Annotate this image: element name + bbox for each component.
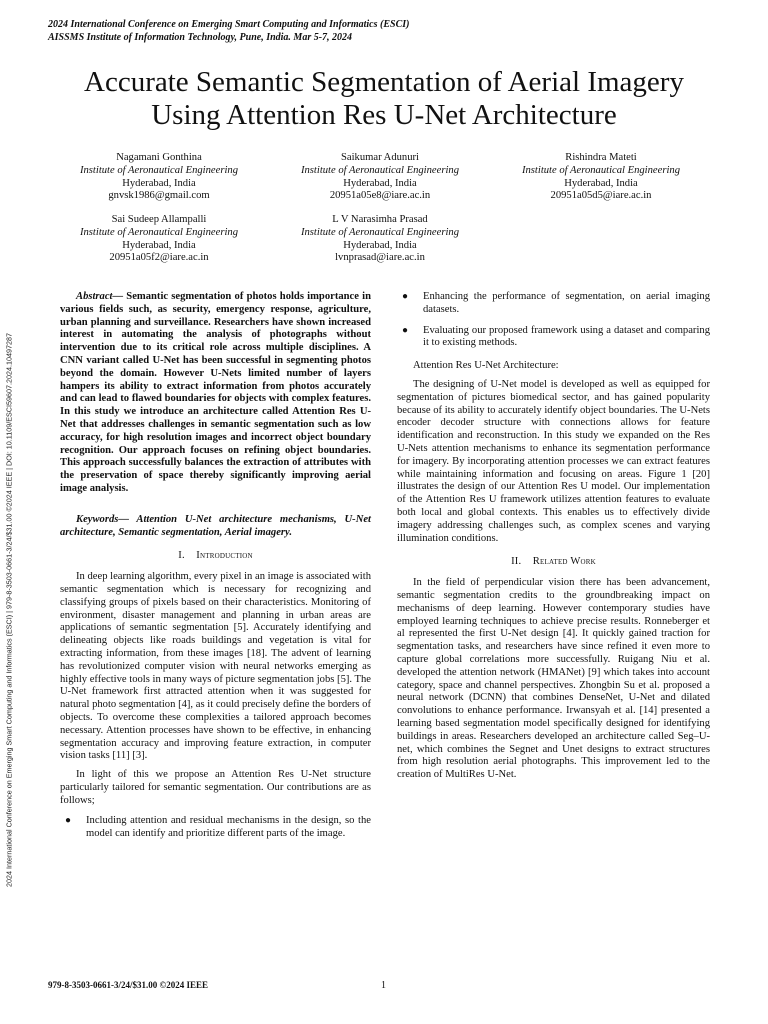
author-email: 20951a05d5@iare.ac.in <box>550 190 652 202</box>
keywords-label: Keywords— <box>76 513 129 525</box>
author-location: Hyderabad, India <box>122 239 196 251</box>
footer-isbn: 979-8-3503-0661-3/24/$31.00 ©2024 IEEE <box>48 980 208 990</box>
author-block <box>44 152 274 203</box>
author-name: Nagamani Gonthina <box>116 152 202 163</box>
right-column <box>397 291 710 782</box>
subsection-heading: Attention Res U-Net Architecture: <box>413 360 559 372</box>
author-block <box>265 214 495 265</box>
author-name: Sai Sudeep Allampalli <box>111 214 207 225</box>
author-block <box>486 152 716 203</box>
list-item-text: Including attention and residual mechanisms in the design, so the model can identify and prioritize different parts of the image. <box>86 815 371 840</box>
architecture-paragraph: The designing of U-Net model is developed as well as equipped for segmentation of pictures biomedical sector, and has gained popularity because of its ability to accurately identify object boundaries. The U-Nets encoder decoder structure with connections allows for feature identification and reconstruction. In this study we expanded on the Res U-Nets attention mechanisms to enhance its segmentation performance for imagery. By incorporating attention processes we can extract features while maintaining information and focusing on areas. Figure 1 [20] illustrates the design of our Attention Res U model. Our implementation of the Attention Res U framework utilizes attention features to evaluate both local and global contexts. This enables us to effectively divide imagery addressing challenges such, as complex scenes and varying illumination conditions. <box>397 378 710 544</box>
bullet-icon: ● <box>402 291 409 302</box>
list-item <box>60 815 371 841</box>
paper-title <box>40 66 728 132</box>
keywords <box>60 514 371 540</box>
side-citation-text: 2024 International Conference on Emerging Smart Computing and Informatics (ESCI) | 979-8-3503-0661-3/24/$31.00 ©2024 IEEE | DOI: 10.1109/ESCI59607.2024.10497287 <box>4 333 14 887</box>
section-title: Related Work <box>532 556 596 568</box>
paper-title-line1: Accurate Semantic Segmentation of Aerial Imagery <box>84 66 684 98</box>
section-title: Introduction <box>196 550 253 562</box>
author-block <box>265 152 495 203</box>
author-affiliation: Institute of Aeronautical Engineering <box>521 164 680 176</box>
contribution-list <box>397 291 710 350</box>
list-item-text: Enhancing the performance of segmentation, on aerial imaging datasets. <box>423 291 710 315</box>
author-affiliation: Institute of Aeronautical Engineering <box>300 226 459 238</box>
author-email: gnvsk1986@gmail.com <box>108 190 210 202</box>
abstract-text: Semantic segmentation of photos holds importance in various fields such, as security, emergency response, agriculture, urban planning and surveillance. Researchers have shown increased interest in automating the analysis of photographs without intervention due to its critical role across multiple disciplines. A CNN variant called U-Net has been successful in segmenting photos beyond the domain. However U-Nets limited number of layers hampers its ability to extract information from photos accurately and can lead to flawed boundaries for objects with complex features. In this study we introduce an architecture called Attention Res U-Net that addresses challenges in semantic segmentation such as low accuracy, for high resolution images and incorrect object boundary recognition. Our approach focuses on refining object boundaries. This approach successfully balances the extraction of attributes with the preservation of space thereby significantly improving aerial image analysis. <box>60 291 371 494</box>
author-name: L V Narasimha Prasad <box>332 214 428 225</box>
left-column <box>60 291 371 841</box>
author-affiliation: Institute of Aeronautical Engineering <box>79 226 238 238</box>
bullet-icon: ● <box>65 815 72 827</box>
section-heading <box>397 556 710 569</box>
section-number: I. <box>178 550 185 562</box>
keywords-text: Attention U-Net architecture mechanisms, U-Net architecture, Semantic segmentation, Aerial imagery. <box>60 513 371 538</box>
list-item-text: Evaluating our proposed framework using a dataset and comparing it to existing methods. <box>423 324 710 349</box>
conference-name: 2024 International Conference on Emerging Smart Computing and Informatics (ESCI) <box>48 19 410 30</box>
related-work-paragraph: In the field of perpendicular vision there has been advancement, semantic segmentation credits to the groundbreaking impact on mechanisms of deep learning. However contemporary studies have employed learning techniques to achieve precise results. Ronneberger et al represented the first U-Net design [4]. It quickly gained traction for segmentation tasks, and researchers have since refined it even more to capture global correlations more successfully. Ruigang Niu et al. developed the attention network (HMANet) [9] which takes into account category, space and channel perspectives. Zhongbin Su et al. proposed a neural network (DCNN) that combines DenseNet, U-Net and dilated convolutions to enhance performance. Irwansyah et al. [14] presented a learning based segmentation model specifically designed for identifying buildings in areas. Researchers developed an architecture called Seg–U-net, which combines the Segnet and Unet designs to extract structures from high resolution aerial photographs. This improvement led to the creation of MultiRes U-Net. <box>397 577 710 781</box>
section-heading <box>60 550 371 563</box>
author-location: Hyderabad, India <box>564 177 638 189</box>
author-email: lvnprasad@iare.ac.in <box>335 252 425 264</box>
page-number: 1 <box>381 980 386 991</box>
author-location: Hyderabad, India <box>343 177 417 189</box>
paper-title-line2: Using Attention Res U-Net Architecture <box>151 99 617 131</box>
author-location: Hyderabad, India <box>343 239 417 251</box>
author-location: Hyderabad, India <box>122 177 196 189</box>
author-affiliation: Institute of Aeronautical Engineering <box>79 164 238 176</box>
section-number: II. <box>511 556 522 568</box>
author-affiliation: Institute of Aeronautical Engineering <box>300 164 459 176</box>
bullet-icon: ● <box>402 324 409 336</box>
side-citation-strip <box>2 270 16 950</box>
contribution-list <box>60 815 371 841</box>
intro-paragraph: In light of this we propose an Attention Res U-Net structure particularly tailored for semantic segmentation. Our contributions are as follows; <box>60 769 371 806</box>
abstract-label: Abstract— <box>76 291 124 302</box>
conference-venue: AISSMS Institute of Information Technology, Pune, India. Mar 5-7, 2024 <box>48 32 353 43</box>
author-block <box>44 214 274 265</box>
intro-paragraph: In deep learning algorithm, every pixel in an image is associated with semantic segmentation which is necessary for recognizing and classifying groups of pixels based on their characteristics. Monitoring of environment, disaster management and planning in urban areas are applications of semantic segmentation [5]. Accurately identifying and delineating objects like roads buildings and vegetation is vital for extracting information, from these images [18]. The advent of learning has revolutionized computer vision with neural networks emerging as highly effective tools in many ways of picture segmentation jobs [5]. The U-Net framework first attracted attention when it was suggested for natural photo segmentation [4], as it could precisely define the borders of objects. To overcome these complexities a tailored approach becomes necessary. Attention processes have shown to be effective, in enhancing segmentation accuracy and improving feature extraction, in computer vision tasks [11] [3]. <box>60 571 371 762</box>
list-item <box>397 291 710 317</box>
abstract <box>60 291 371 496</box>
conference-header <box>48 18 409 44</box>
author-name: Rishindra Mateti <box>565 152 637 163</box>
author-email: 20951a05e8@iare.ac.in <box>329 190 431 202</box>
list-item <box>397 325 710 351</box>
author-email: 20951a05f2@iare.ac.in <box>109 252 209 264</box>
author-name: Saikumar Adunuri <box>341 152 419 163</box>
